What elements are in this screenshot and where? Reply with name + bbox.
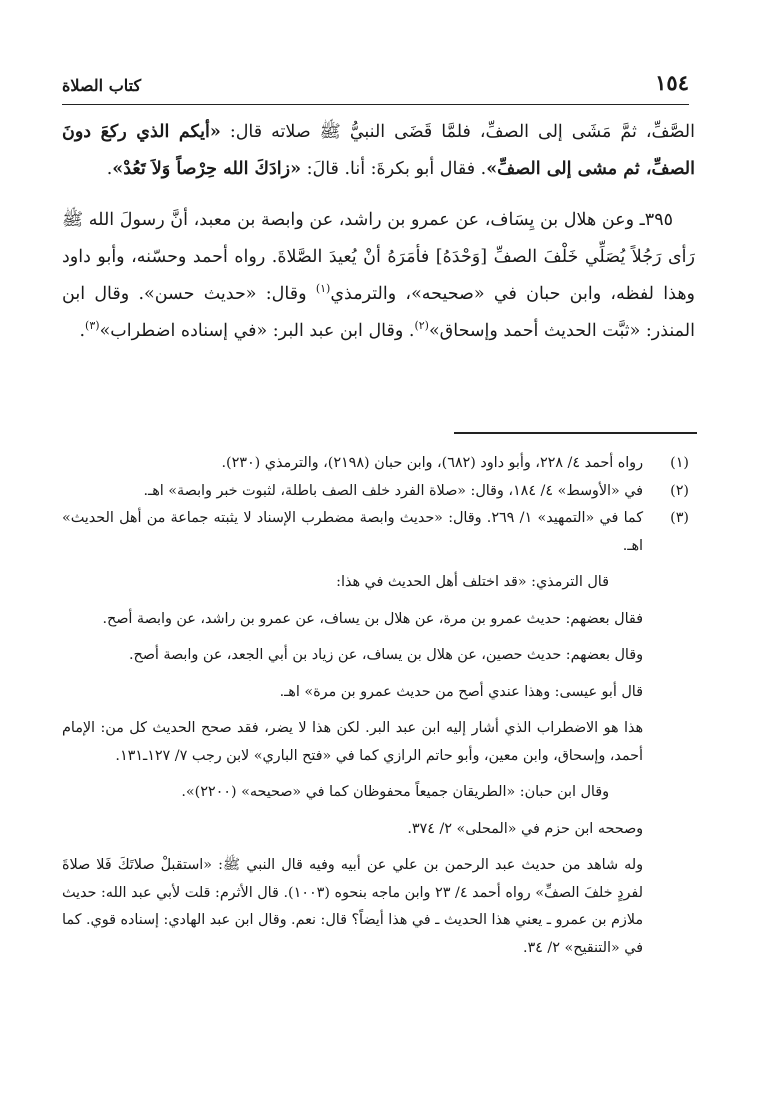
book-title: كتاب الصلاة (62, 76, 142, 95)
footnote-paragraph: وقال ابن حبان: «الطريقان جميعاً محفوظان كما في «صحيحه» (٢٢٠٠)». (181, 784, 609, 800)
footnote-paragraph: قال أبو عيسى: وهذا عندي أصح من حديث عمرو بن مرة» اهـ. (279, 683, 643, 700)
text-run: . وقال ابن عبد البر: «في إسناده اضطراب» (99, 321, 415, 341)
text-run: . (79, 321, 86, 341)
text-run: وقال: «حديث حسن». وقال ابن المنذر: «ثبَّت الحديث أحمد وإسحاق» (62, 284, 695, 341)
footnote-ref-1: (١) (315, 282, 331, 296)
hadith-quote: «زادَكَ الله حِرْصاً وَلاَ تَعُدْ» (112, 159, 302, 179)
text-run: . فقال أبو بكرةَ: أنا. قالَ: (301, 159, 487, 179)
footnote-divider (454, 432, 697, 434)
page-header (62, 70, 689, 105)
footnote-number: (٣) (670, 510, 689, 526)
footnote-paragraph: فقال بعضهم: حديث عمرو بن مرة، عن هلال بن يساف، عن عمرو بن راشد، عن وابصة أصح. (102, 610, 643, 627)
footnote-1 (62, 450, 689, 478)
paragraph-continuation (62, 114, 695, 188)
footnote-paragraph: قال الترمذي: «قد اختلف أهل الحديث في هذا: (336, 574, 609, 590)
footnote-number: (١) (670, 455, 689, 471)
footnote-number: (٢) (670, 482, 689, 499)
hadith-395 (62, 202, 695, 350)
footnote-2 (62, 478, 689, 506)
footnote-paragraph: وقال بعضهم: حديث حصين، عن هلال بن يساف، عن زياد بن أبي الجعد، عن وابصة أصح. (128, 647, 643, 663)
footnote-text: كما في «التمهيد» ١/ ٢٦٩. وقال: «حديث وابصة مضطرب الإسناد لا يثبته جماعة من أهل الحديث» اهـ. (62, 510, 643, 554)
footnote-body (62, 505, 643, 962)
footnote-paragraph: وصححه ابن حزم في «المحلى» ٢/ ٣٧٤. (407, 820, 643, 837)
footnote-ref-3: (٣) (85, 319, 100, 333)
footnote-text: في «الأوسط» ٤/ ١٨٤، وقال: «صلاة الفرد خلف الصف باطلة، لثبوت خبر وابصة» اهـ. (143, 482, 643, 499)
text-run: . (106, 159, 113, 179)
page-number: ١٥٤ (655, 70, 689, 95)
footnote-3 (62, 505, 689, 962)
main-text (62, 114, 695, 350)
footnote-paragraph: وله شاهد من حديث عبد الرحمن بن علي عن أبيه وفيه قال النبي ﷺ: «استقبلْ صلاتَكَ فَلا صلاةَ لفردٍ خلفَ الصفِّ» رواه أحمد ٤/ ٢٣ وابن ماجه بنحوه (١٠٠٣). قال الأثرم: قلت لأبي عبد الله: حديث ملازم بن عمرو ـ يعني هذا الحديث ـ في هذا أيضاً؟ قال: نعم. وقال ابن عبد الهادي: إسناده قوي. كما في «التنقيح» ٢/ ٣٤. (62, 857, 643, 956)
footnotes (62, 450, 689, 962)
text-run: الصَّفِّ، ثمَّ مَشَى إلى الصفِّ، فلمَّا قَضَى النبيُّ ﷺ صلاته قال: (220, 122, 695, 142)
footnote-paragraph: هذا هو الاضطراب الذي أشار إليه ابن عبد البر. لكن هذا لا يضر، فقد صحح الحديث كل من: الإمام أحمد، وإسحاق، وابن معين، وأبو حاتم الرازي كما في «فتح الباري» لابن رجب ٧/ ١٢٧ـ١٣١. (62, 720, 643, 764)
footnote-text: رواه أحمد ٤/ ٢٢٨، وأبو داود (٦٨٢)، وابن حبان (٢١٩٨)، والترمذي (٢٣٠). (221, 455, 643, 471)
footnote-ref-2: (٢) (414, 319, 429, 333)
text-run: ٣٩٥ـ وعن هلال بن يِسَاف، عن عمرو بن راشد، عن وابصة بن معبد، أنَّ رسولَ الله ﷺ رَأى رَجُلاً يُصَلِّي خَلْفَ الصفِّ [وَحْدَهُ] فأمَرَهُ أنْ يُعيدَ الصَّلاةَ. رواه أحمد وحسّنه، وأبو داود وهذا لفظه، وابن حبان في «صحيحه»، والترمذي (62, 210, 695, 304)
hadith-quote: «أيكم الذي ركعَ دونَ الصفِّ، ثم مشى إلى الصفِّ» (62, 122, 695, 179)
